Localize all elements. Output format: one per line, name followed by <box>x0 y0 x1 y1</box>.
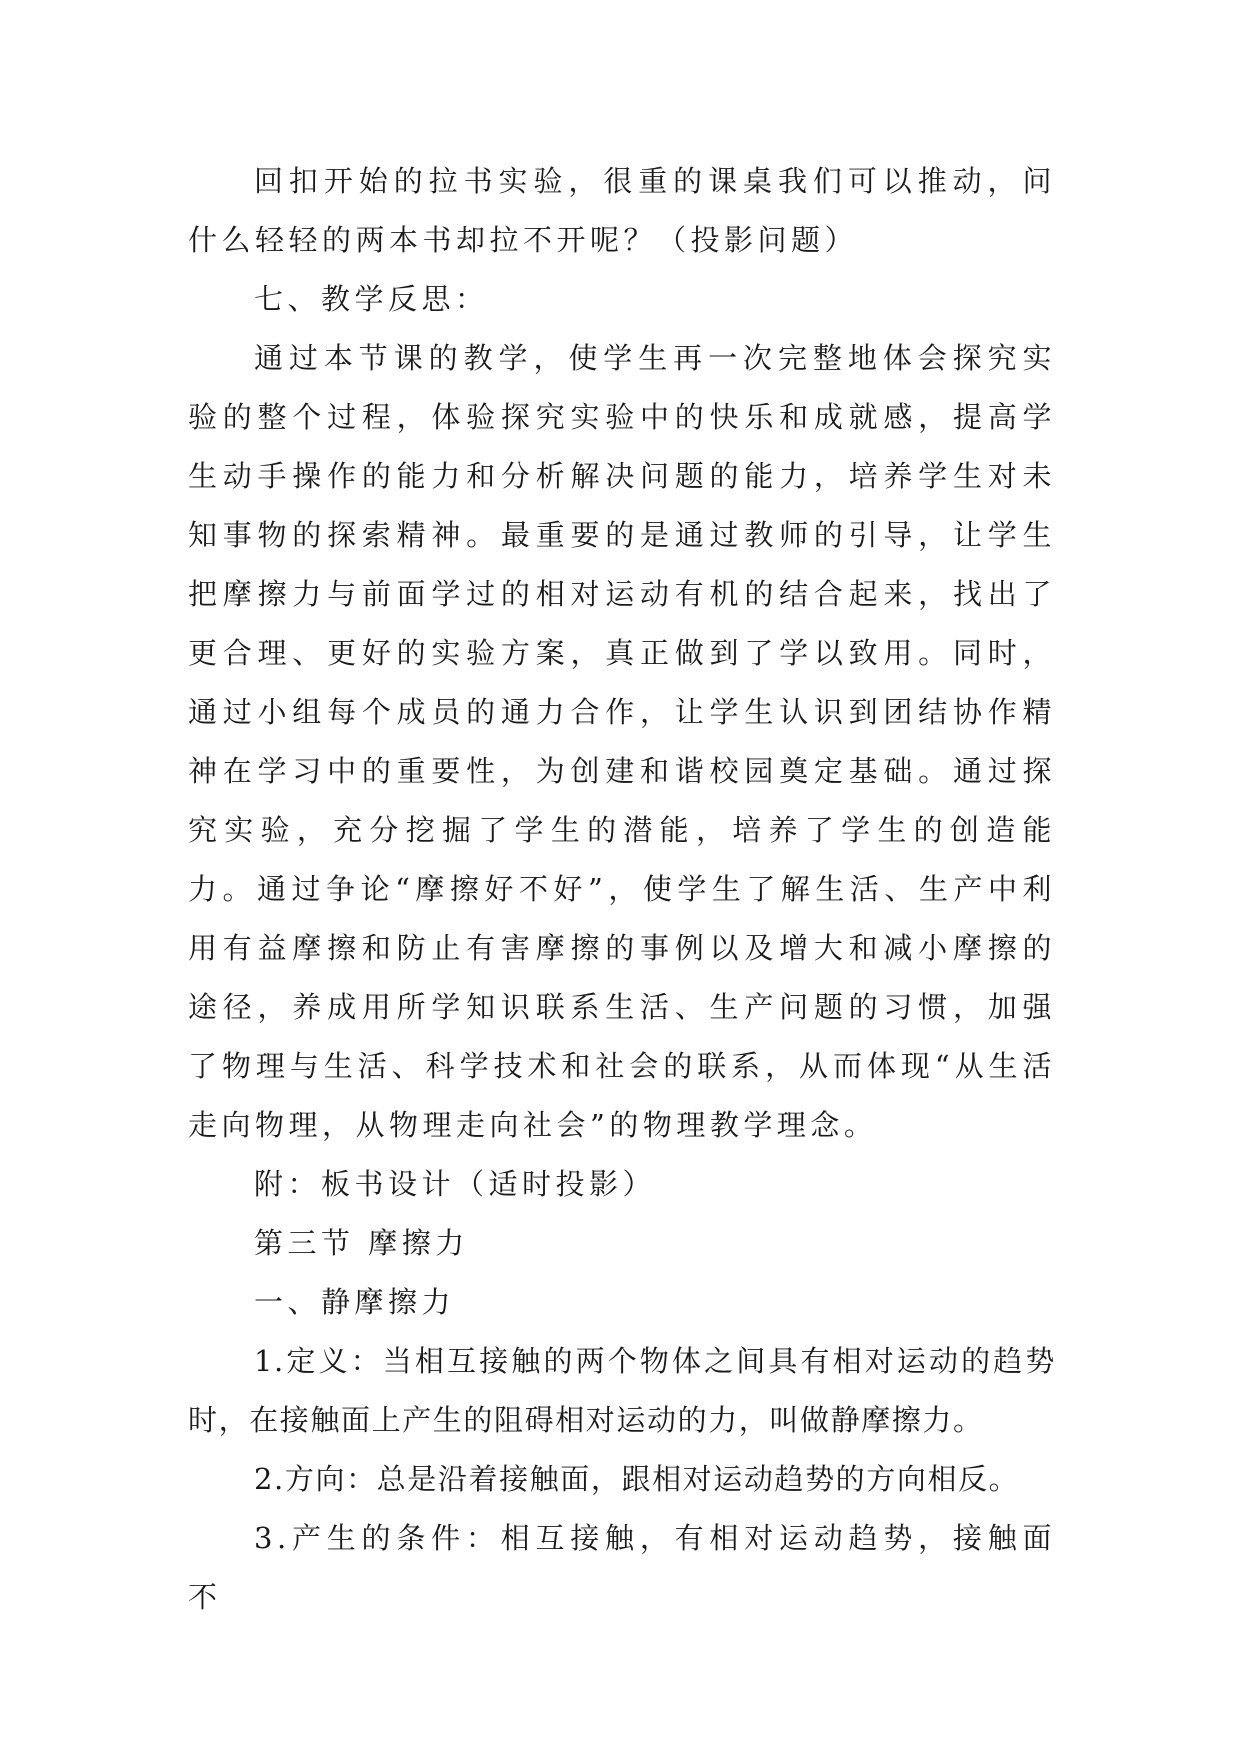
heading-section-friction: 第三节 摩擦力 <box>254 1226 469 1260</box>
paragraph-definition: 1.定义：当相互接触的两个物体之间具有相对运动的趋势时，在接触面上产生的阻碍相对运动的力，叫做静摩擦力。 <box>188 1344 1056 1437</box>
heading-static-friction: 一、静摩擦力 <box>254 1285 456 1319</box>
paragraph-board-design: 附：板书设计（适时投影） <box>254 1167 657 1201</box>
heading-teaching-reflection: 七、教学反思： <box>254 282 489 316</box>
paragraph-reflection-body: 通过本节课的教学，使学生再一次完整地体会探究实验的整个过程，体验探究实验中的快乐和成就感，提高学生动手操作的能力和分析解决问题的能力，培养学生对未知事物的探索精神。最重要的是通过教师的引导，让学生把摩擦力与前面学过的相对运动有机的结合起来，找出了更合理、更好的实验方案，真正做到了学以致用。同时，通过小组每个成员的通力合作，让学生认识到团结协作精神在学习中的重要性，为创建和谐校园奠定基础。通过探究实验，充分挖掘了学生的潜能，培养了学生的创造能力。通过争论“摩擦好不好”，使学生了解生活、生产中利用有益摩擦和防止有害摩擦的事例以及增大和减小摩擦的途径，养成用所学知识联系生活、生产问题的习惯，加强了物理与生活、科学技术和社会的联系，从而体现“从生活走向物理，从物理走向社会”的物理教学理念。 <box>188 341 1056 1142</box>
paragraph-direction: 2.方向：总是沿着接触面，跟相对运动趋势的方向相反。 <box>254 1462 1020 1496</box>
document-body <box>188 152 1056 1627</box>
paragraph-conditions: 3.产生的条件：相互接触，有相对运动趋势，接触面不 <box>188 1521 1056 1614</box>
paragraph-recall-experiment: 回扣开始的拉书实验，很重的课桌我们可以推动，问什么轻轻的两本书却拉不开呢？（投影问题） <box>188 164 1056 257</box>
